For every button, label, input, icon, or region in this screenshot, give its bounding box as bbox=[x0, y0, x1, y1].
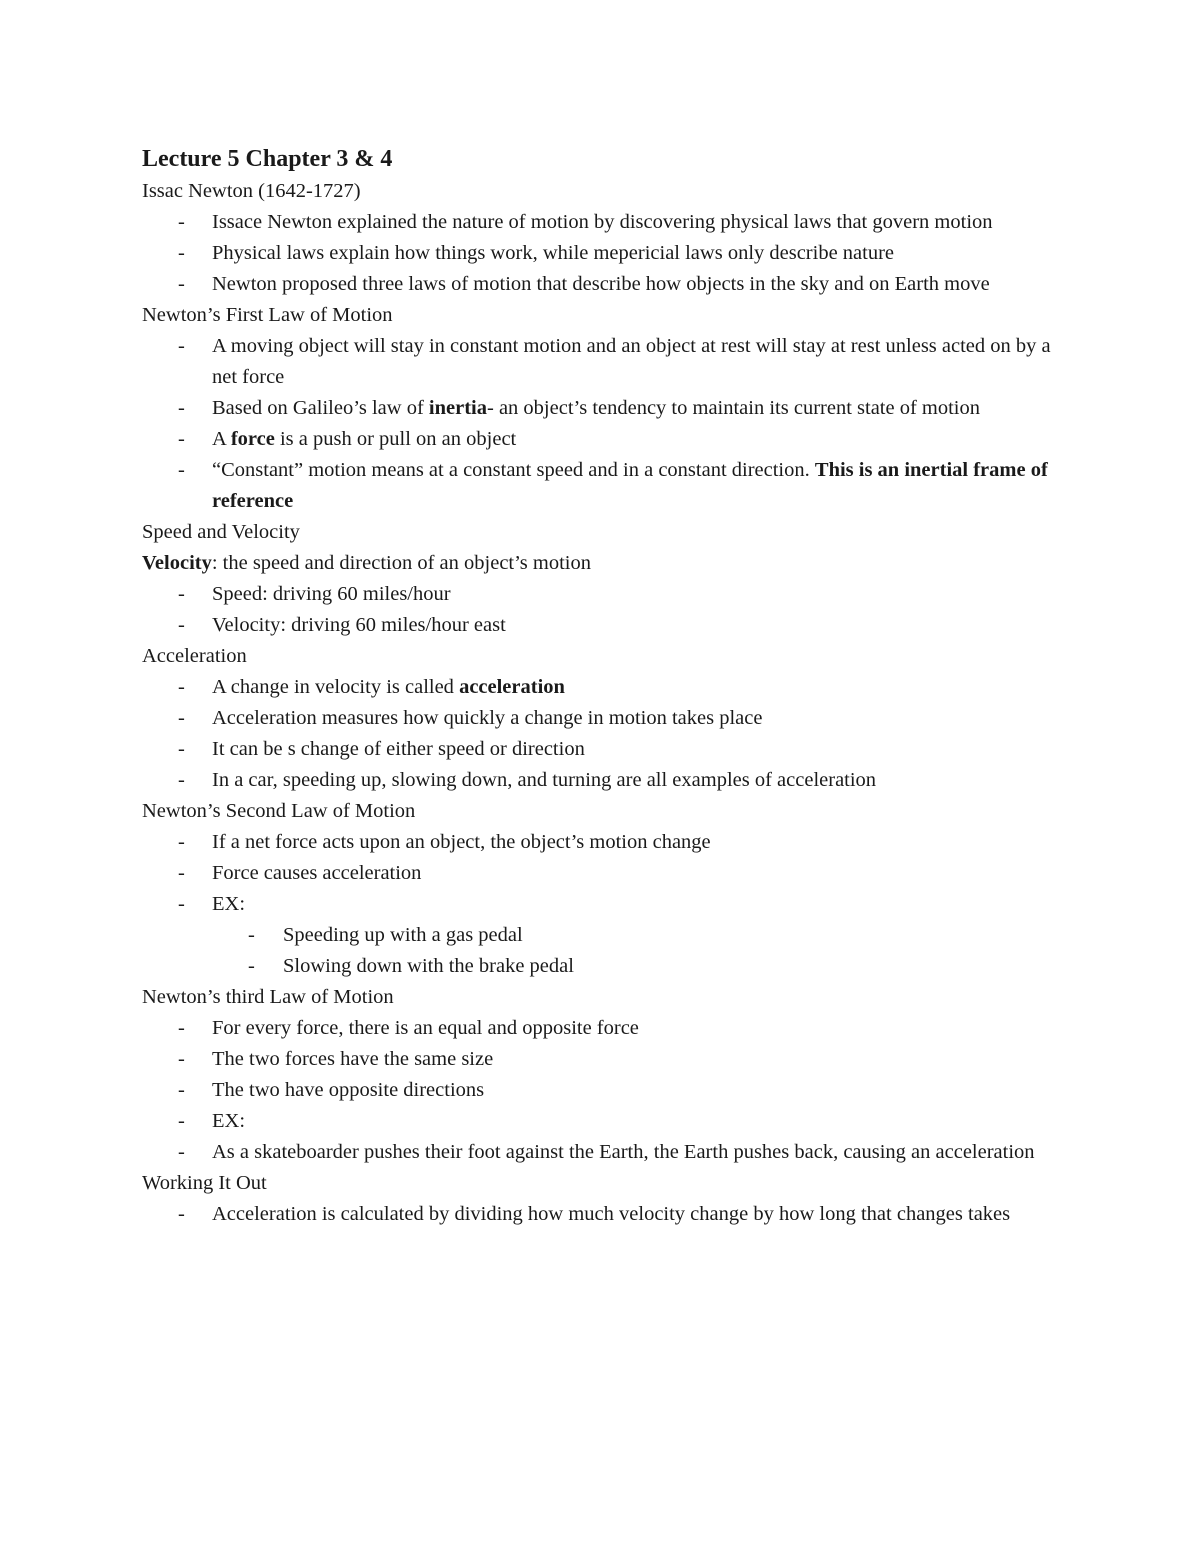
bullet-item: - The two have opposite directions bbox=[142, 1075, 1062, 1106]
bullet-item: - Acceleration measures how quickly a change in motion takes place bbox=[142, 703, 1062, 734]
bullet-item: - EX: bbox=[142, 1106, 1062, 1137]
bullet-item: - In a car, speeding up, slowing down, and turning are all examples of acceleration bbox=[142, 765, 1062, 796]
bullet-list bbox=[142, 672, 1062, 796]
definition-term: Velocity bbox=[142, 552, 212, 574]
sub-bullet-item: - Slowing down with the brake pedal bbox=[142, 951, 1062, 982]
section-heading: Newton’s First Law of Motion bbox=[142, 304, 393, 326]
sub-bullet-item: - Speeding up with a gas pedal bbox=[142, 920, 1062, 951]
bullet-list bbox=[142, 827, 1062, 982]
section-heading: Working It Out bbox=[142, 1172, 267, 1194]
bullet-item: - Force causes acceleration bbox=[142, 858, 1062, 889]
section-heading: Issac Newton (1642-1727) bbox=[142, 180, 361, 202]
bullet-item: - If a net force acts upon an object, the object’s motion change bbox=[142, 827, 1062, 858]
bullet-item: - A force is a push or pull on an object bbox=[142, 424, 1062, 455]
bold-term: force bbox=[230, 428, 275, 450]
bullet-list bbox=[142, 331, 1062, 517]
bullet-item: - It can be s change of either speed or direction bbox=[142, 734, 1062, 765]
bullet-list bbox=[142, 579, 1062, 641]
bullet-item: - A moving object will stay in constant motion and an object at rest will stay at rest unless acted on by a net force bbox=[142, 331, 1062, 393]
section-heading: Acceleration bbox=[142, 645, 247, 667]
bold-term: acceleration bbox=[459, 676, 565, 698]
bullet-list bbox=[142, 1199, 1062, 1230]
section-heading: Newton’s third Law of Motion bbox=[142, 986, 394, 1008]
bullet-item: - Physical laws explain how things work, while mepericial laws only describe nature bbox=[142, 238, 1062, 269]
bullet-item: - Speed: driving 60 miles/hour bbox=[142, 579, 1062, 610]
section-heading: Newton’s Second Law of Motion bbox=[142, 800, 416, 822]
bold-term: inertia bbox=[428, 397, 487, 419]
bold-term: This is an inertial frame of reference bbox=[212, 459, 1048, 512]
bullet-item: - As a skateboarder pushes their foot against the Earth, the Earth pushes back, causing an acceleration bbox=[142, 1137, 1062, 1168]
bullet-item: - “Constant” motion means at a constant speed and in a constant direction. This is an inertial frame of reference bbox=[142, 455, 1062, 517]
bullet-item: - EX: bbox=[142, 889, 1062, 920]
bullet-item: - The two forces have the same size bbox=[142, 1044, 1062, 1075]
bullet-item: - Acceleration is calculated by dividing how much velocity change by how long that changes takes bbox=[142, 1199, 1062, 1230]
document-body bbox=[142, 142, 1062, 1230]
bullet-list bbox=[142, 207, 1062, 300]
bullet-item: - For every force, there is an equal and opposite force bbox=[142, 1013, 1062, 1044]
definition-line: Velocity: the speed and direction of an object’s motion bbox=[142, 552, 591, 574]
bullet-item: - Based on Galileo’s law of inertia- an object’s tendency to maintain its current state of motion bbox=[142, 393, 1062, 424]
bullet-list bbox=[142, 1013, 1062, 1168]
bullet-item: - Velocity: driving 60 miles/hour east bbox=[142, 610, 1062, 641]
document-title: Lecture 5 Chapter 3 & 4 bbox=[142, 146, 393, 172]
section-heading: Speed and Velocity bbox=[142, 521, 300, 543]
bullet-item: - Newton proposed three laws of motion that describe how objects in the sky and on Earth move bbox=[142, 269, 1062, 300]
bullet-item: - A change in velocity is called acceleration bbox=[142, 672, 1062, 703]
bullet-item: - Issace Newton explained the nature of motion by discovering physical laws that govern motion bbox=[142, 207, 1062, 238]
